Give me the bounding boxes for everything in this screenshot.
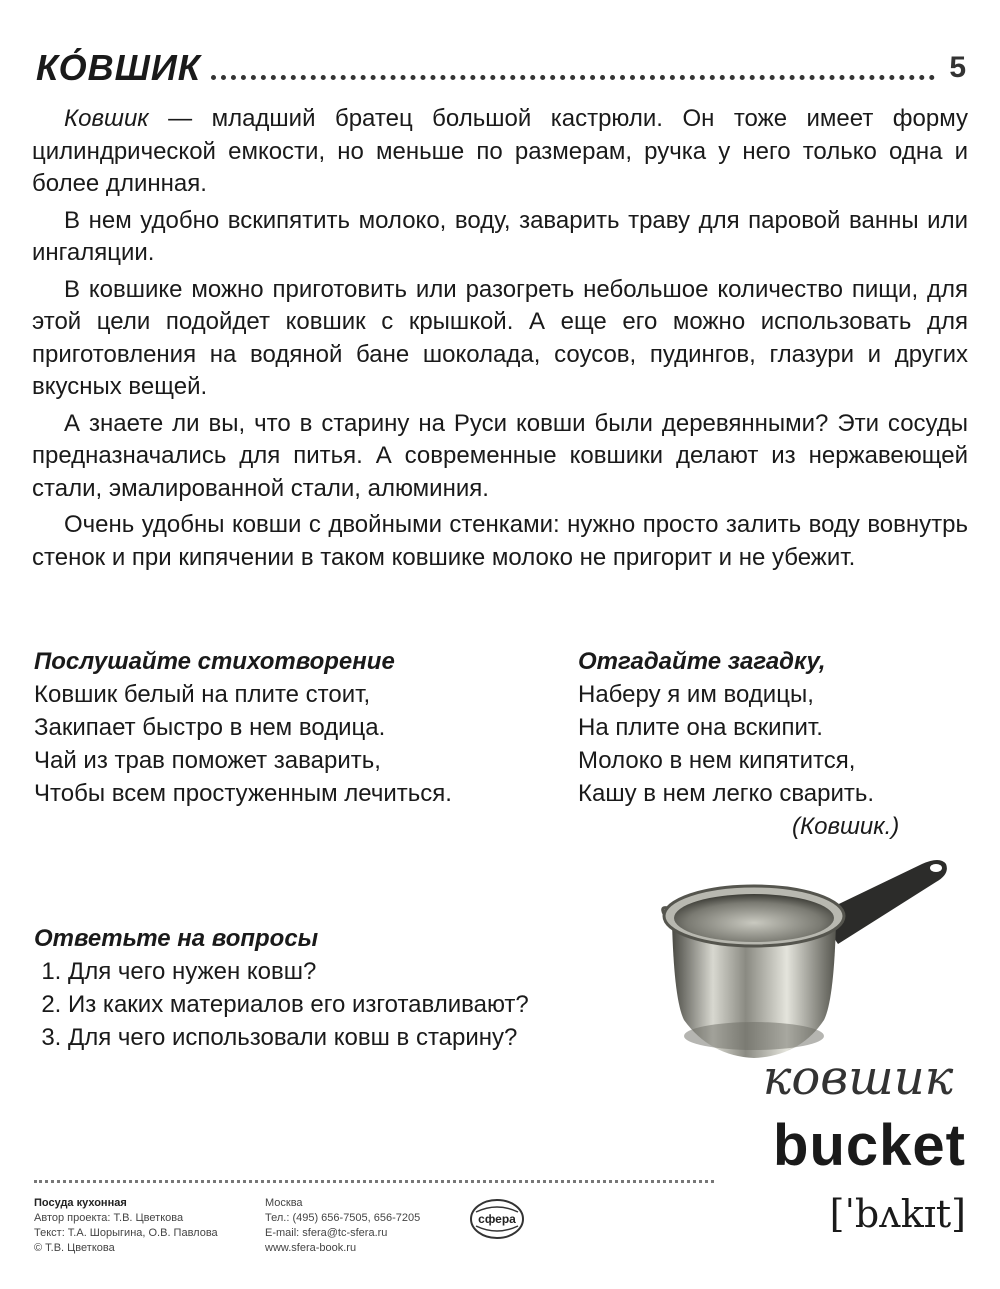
footer-email: E-mail: sfera@tc-sfera.ru bbox=[265, 1227, 388, 1239]
questions-heading: Ответьте на вопросы bbox=[34, 925, 319, 952]
intro-paragraph-2: В нем удобно вскипятить молоко, воду, заварить траву для паровой ванны или ингаляции. bbox=[32, 206, 968, 266]
intro-paragraph-4: А знаете ли вы, что в старину на Руси ковши были деревянными? Эти сосуды предназначались для питья. А современные ковшики делают из нержавеющей стали, эмалированной стали, алюминия. bbox=[32, 409, 968, 502]
riddle-line: Наберу я им водицы, bbox=[578, 681, 814, 708]
footer-phone: Тел.: (495) 656-7505, 656-7205 bbox=[265, 1212, 421, 1224]
page-header bbox=[36, 38, 966, 88]
riddle-line: Молоко в нем кипятится, bbox=[578, 747, 856, 774]
intro-paragraph-1-text: — младший братец большой кастрюли. Он тоже имеет форму цилиндрической емкости, но меньше по размерам, ручка у него только одна и более длинная. bbox=[32, 105, 968, 197]
footer-credits bbox=[34, 1196, 218, 1256]
riddle-line: Кашу в нем легко сварить. bbox=[578, 780, 875, 807]
poem-heading: Послушайте стихотворение bbox=[34, 648, 395, 675]
footer-text-by: Текст: Т.А. Шорыгина, О.В. Павлова bbox=[34, 1227, 218, 1239]
footer-contacts bbox=[265, 1196, 420, 1256]
footer-city: Москва bbox=[265, 1197, 303, 1209]
riddle-answer: (Ковшик.) bbox=[792, 813, 900, 840]
page-title: КО́ВШИК bbox=[36, 47, 201, 88]
footer-site: www.sfera-book.ru bbox=[265, 1242, 357, 1254]
intro-text bbox=[32, 103, 968, 578]
publisher-logo-icon bbox=[468, 1198, 526, 1240]
poem-line: Ковшик белый на плите стоит, bbox=[34, 681, 371, 708]
poem-line: Чай из трав поможет заварить, bbox=[34, 747, 381, 774]
poem-block bbox=[34, 645, 452, 810]
poem-line: Закипает быстро в нем водица. bbox=[34, 714, 386, 741]
question-item: 1. Для чего нужен ковш? bbox=[68, 955, 529, 988]
saucepan-icon bbox=[660, 850, 960, 1060]
transcription: [ˈbʌkɪt] bbox=[829, 1192, 966, 1236]
intro-paragraph-3: В ковшике можно приготовить или разогреть небольшое количество пищи, для этой цели подойдет ковшик с крышкой. А еще его можно использовать для приготовления на водяной бане шоколада, соусов, пудингов, глазури и других вкусных вещей. bbox=[32, 275, 968, 400]
riddle-block bbox=[578, 645, 899, 843]
questions-block bbox=[34, 922, 529, 1054]
footer-author: Автор проекта: Т.В. Цветкова bbox=[34, 1212, 184, 1224]
intro-paragraph-5: Очень удобны ковши с двойными стенками: нужно просто залить воду вовнутрь стенок и при кипячении в таком ковшике молоко не пригорит и не убежит. bbox=[32, 511, 968, 571]
intro-paragraph-1 bbox=[32, 103, 968, 201]
footer-copyright: © Т.В. Цветкова bbox=[34, 1242, 115, 1254]
footer-series: Посуда кухонная bbox=[34, 1197, 127, 1209]
riddle-heading: Отгадайте загадку, bbox=[578, 648, 826, 675]
english-word: bucket bbox=[773, 1113, 966, 1178]
poem-line: Чтобы всем простуженным лечиться. bbox=[34, 780, 452, 807]
cursive-word: ковшик bbox=[762, 1050, 954, 1106]
footer-divider bbox=[34, 1180, 714, 1183]
intro-lead-word: Ковшик bbox=[64, 105, 149, 132]
riddle-line: На плите она вскипит. bbox=[578, 714, 823, 741]
question-item: 2. Из каких материалов его изготавливают? bbox=[68, 988, 529, 1021]
questions-list bbox=[34, 955, 529, 1054]
title-dot-leader bbox=[211, 75, 935, 80]
logo-text: сфера bbox=[478, 1212, 516, 1226]
page-number: 5 bbox=[949, 51, 966, 84]
question-item: 3. Для чего использовали ковш в старину? bbox=[68, 1021, 529, 1054]
